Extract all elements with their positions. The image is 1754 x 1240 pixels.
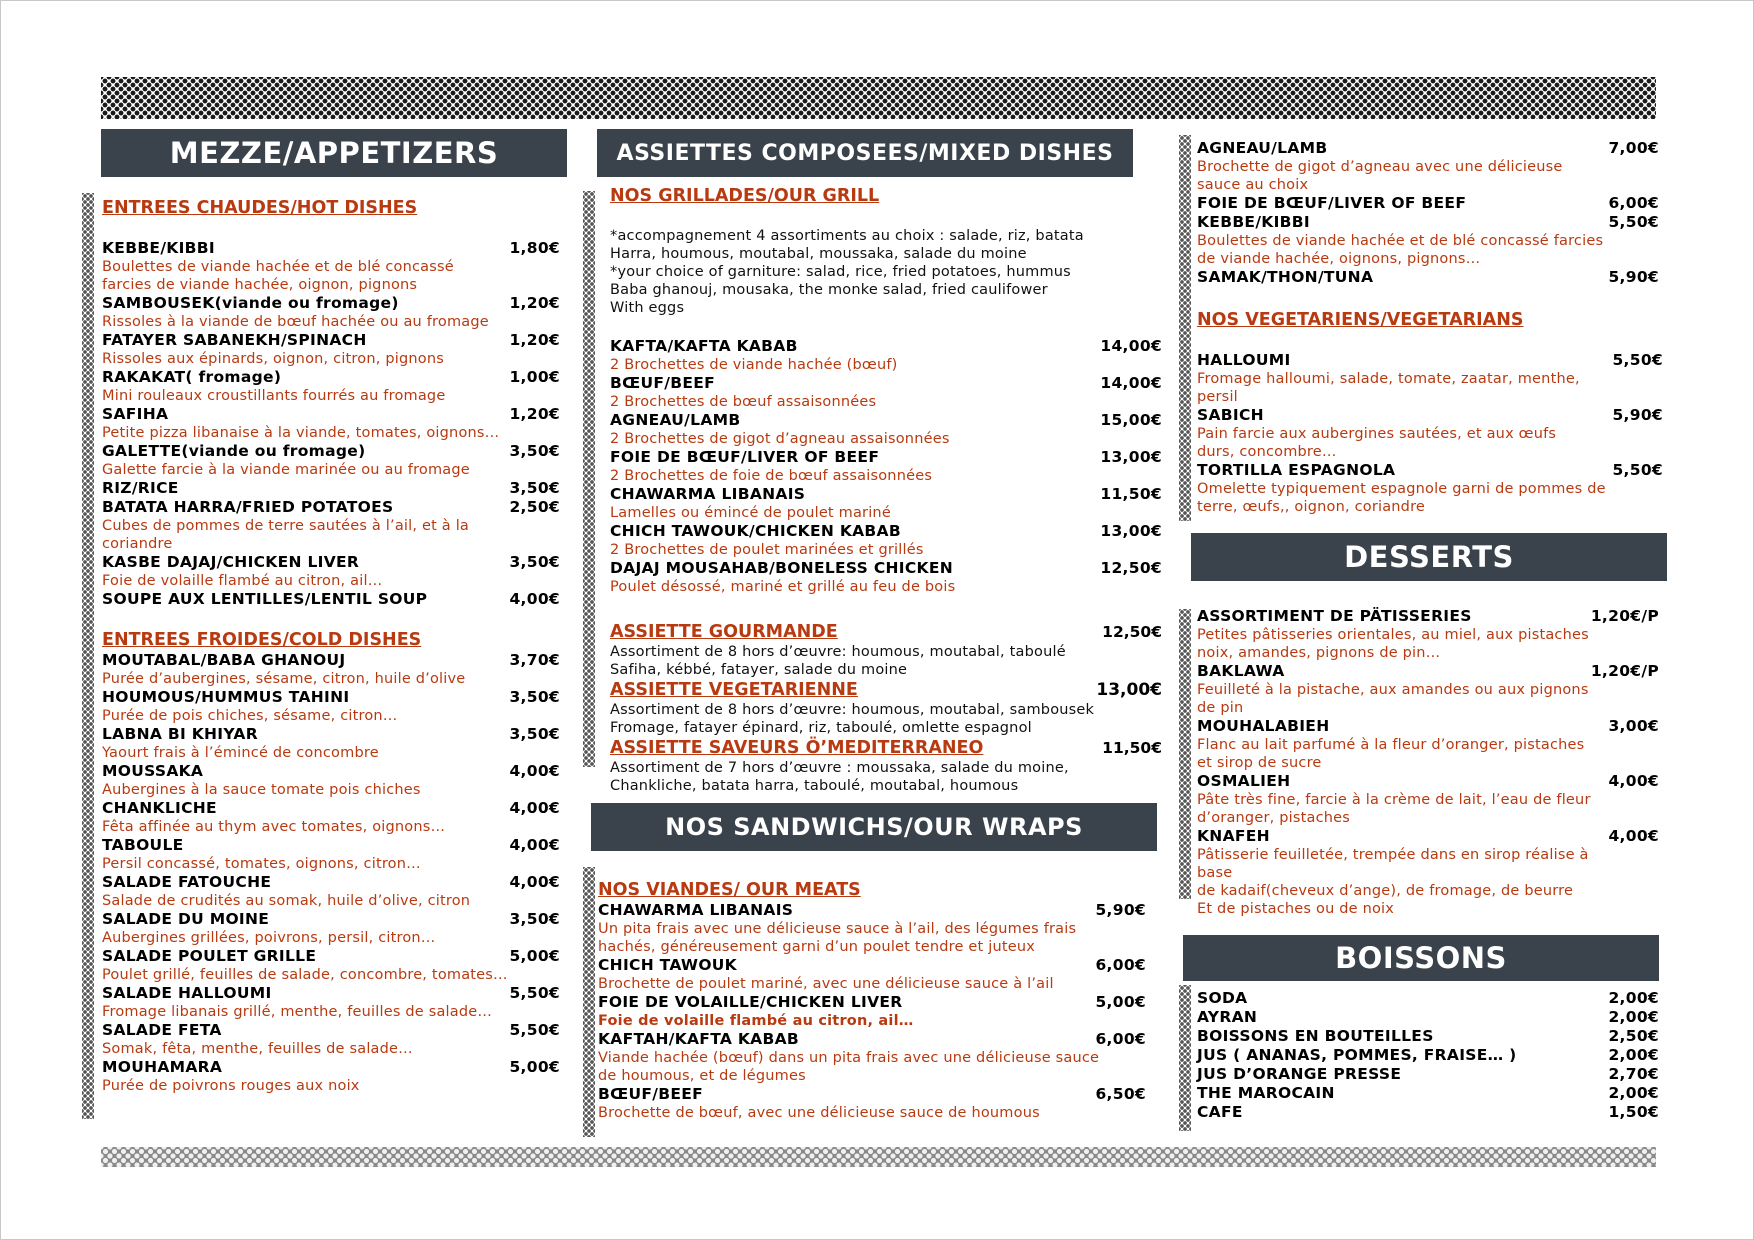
item-name: TABOULE bbox=[102, 836, 184, 854]
grill-note-line: With eggs bbox=[610, 300, 685, 316]
item-price: 1,20€ bbox=[509, 331, 560, 349]
item-description: 2 Brochettes de bœuf assaisonnées bbox=[610, 394, 877, 410]
item-price: 1,20€/P bbox=[1590, 607, 1659, 625]
item-description: Boulettes de viande hachée et de blé concassé bbox=[102, 259, 454, 275]
item-name: BŒUF/BEEF bbox=[598, 1085, 704, 1103]
menu-item-row bbox=[102, 984, 560, 1003]
item-price: 5,00€ bbox=[1095, 993, 1146, 1011]
item-price: 2,00€ bbox=[1608, 1008, 1659, 1026]
item-description: Purée d’aubergines, sésame, citron, huile d’olive bbox=[102, 671, 466, 687]
item-description: durs, concombre… bbox=[1197, 444, 1337, 460]
item-price: 5,90€ bbox=[1608, 268, 1659, 286]
dots-separator-left bbox=[82, 193, 94, 1119]
menu-item-row bbox=[610, 485, 1162, 504]
menu-item-row bbox=[102, 836, 560, 855]
column-mezze bbox=[102, 197, 560, 1095]
item-name: MOUTABAL/BABA GHANOUJ bbox=[102, 651, 346, 669]
item-description: Un pita frais avec une délicieuse sauce à l’ail, des légumes frais bbox=[598, 921, 1077, 937]
item-price: 1,50€ bbox=[1608, 1103, 1659, 1121]
item-description: Cubes de pommes de terre sautées à l’ail, et à la bbox=[102, 518, 470, 534]
column-vegetarians bbox=[1197, 309, 1663, 516]
banner-sandwichs: NOS SANDWICHS/OUR WRAPS bbox=[591, 803, 1157, 851]
menu-item-row bbox=[610, 374, 1162, 393]
item-price: 3,50€ bbox=[509, 910, 560, 928]
item-price: 4,00€ bbox=[1608, 827, 1659, 845]
item-description: Brochette de bœuf, avec une délicieuse sauce de houmous bbox=[598, 1105, 1040, 1121]
plate-row bbox=[610, 621, 1162, 643]
menu-item-row bbox=[102, 873, 560, 892]
item-description: Purée de pois chiches, sésame, citron… bbox=[102, 708, 398, 724]
plate-description: Chankliche, batata harra, taboulé, moutabal, houmous bbox=[610, 778, 1019, 794]
item-description: Petites pâtisseries orientales, au miel, aux pistaches bbox=[1197, 627, 1589, 643]
item-price: 5,50€ bbox=[509, 1021, 560, 1039]
item-name: THE MAROCAIN bbox=[1197, 1084, 1335, 1102]
item-name: BATATA HARRA/FRIED POTATOES bbox=[102, 498, 394, 516]
plate-name: ASSIETTE SAVEURS Ö’MEDITERRANEO bbox=[610, 738, 984, 758]
item-description: de houmous, et de légumes bbox=[598, 1068, 806, 1084]
item-name: SALADE FATOUCHE bbox=[102, 873, 272, 891]
item-name: SABICH bbox=[1197, 406, 1264, 424]
item-price: 3,50€ bbox=[509, 442, 560, 460]
decorative-band-bottom bbox=[101, 1147, 1656, 1167]
item-description: Yaourt frais à l’émincé de concombre bbox=[102, 745, 379, 761]
item-price: 2,00€ bbox=[1608, 1046, 1659, 1064]
item-price: 5,00€ bbox=[509, 1058, 560, 1076]
menu-item-row bbox=[1197, 1027, 1659, 1046]
item-description: noix, amandes, pignons de pin… bbox=[1197, 645, 1441, 661]
menu-item-row bbox=[610, 337, 1162, 356]
item-description: Fromage libanais grillé, menthe, feuilles de salade… bbox=[102, 1004, 493, 1020]
menu-item-row bbox=[102, 947, 560, 966]
item-description: Persil concassé, tomates, oignons, citron… bbox=[102, 856, 421, 872]
item-description: Fromage halloumi, salade, tomate, zaatar, menthe, bbox=[1197, 371, 1580, 387]
menu-item-row bbox=[1197, 1046, 1659, 1065]
item-description: 2 Brochettes de poulet marinées et grillés bbox=[610, 542, 924, 558]
section-title-meats: NOS VIANDES/ OUR MEATS bbox=[598, 880, 861, 900]
menu-item-row bbox=[102, 590, 560, 609]
dots-separator-right-3 bbox=[1179, 985, 1191, 1131]
item-name: BOISSONS EN BOUTEILLES bbox=[1197, 1027, 1434, 1045]
item-price: 4,00€ bbox=[509, 762, 560, 780]
item-price: 3,50€ bbox=[509, 553, 560, 571]
item-description: Flanc au lait parfumé à la fleur d’oranger, pistaches bbox=[1197, 737, 1585, 753]
item-price: 3,50€ bbox=[509, 688, 560, 706]
item-price: 5,50€ bbox=[509, 984, 560, 1002]
column-plates bbox=[610, 621, 1162, 795]
item-name: AYRAN bbox=[1197, 1008, 1258, 1026]
item-name: BAKLAWA bbox=[1197, 662, 1285, 680]
item-description: 2 Brochettes de foie de bœuf assaisonnées bbox=[610, 468, 933, 484]
item-name: CAFE bbox=[1197, 1103, 1243, 1121]
grill-note-line: Harra, houmous, moutabal, moussaka, salade du moine bbox=[610, 246, 1027, 262]
item-name: CHICH TAWOUK bbox=[598, 956, 737, 974]
menu-item-row bbox=[102, 651, 560, 670]
banner-assiettes: ASSIETTES COMPOSEES/MIXED DISHES bbox=[597, 129, 1133, 177]
item-description: Rissoles aux épinards, oignon, citron, pignons bbox=[102, 351, 444, 367]
dots-separator-right-1 bbox=[1179, 135, 1191, 521]
menu-item-row bbox=[610, 448, 1162, 467]
item-name: TORTILLA ESPAGNOLA bbox=[1197, 461, 1396, 479]
menu-item-row bbox=[1197, 1065, 1659, 1084]
item-description: Et de pistaches ou de noix bbox=[1197, 901, 1395, 917]
plate-description: Safiha, kébbé, fatayer, salade du moine bbox=[610, 662, 908, 678]
item-name: HOUMOUS/HUMMUS TAHINI bbox=[102, 688, 350, 706]
item-price: 2,50€ bbox=[1608, 1027, 1659, 1045]
item-description: de viande hachée, oignons, pignons… bbox=[1197, 251, 1481, 267]
plate-description: Fromage, fatayer épinard, riz, taboulé, omlette espagnol bbox=[610, 720, 1032, 736]
item-price: 5,50€ bbox=[1612, 351, 1663, 369]
item-price: 1,00€ bbox=[509, 368, 560, 386]
item-name: FATAYER SABANEKH/SPINACH bbox=[102, 331, 367, 349]
menu-item-row bbox=[1197, 351, 1663, 370]
menu-item-row bbox=[1197, 194, 1659, 213]
item-description: Salade de crudités au somak, huile d’olive, citron bbox=[102, 893, 471, 909]
item-description: Lamelles ou émincé de poulet mariné bbox=[610, 505, 891, 521]
item-description: 2 Brochettes de gigot d’agneau assaisonnées bbox=[610, 431, 950, 447]
plate-price: 12,50€ bbox=[1102, 623, 1162, 641]
plate-price: 11,50€ bbox=[1102, 739, 1162, 757]
menu-item-row bbox=[102, 405, 560, 424]
item-name: FOIE DE BŒUF/LIVER OF BEEF bbox=[1197, 194, 1467, 212]
menu-item-row bbox=[598, 901, 1146, 920]
menu-item-row bbox=[102, 799, 560, 818]
grill-note-line: *your choice of garniture: salad, rice, fried potatoes, hummus bbox=[610, 264, 1071, 280]
item-price: 12,50€ bbox=[1100, 559, 1162, 577]
item-description: de kadaif(cheveux d’ange), de fromage, de beurre bbox=[1197, 883, 1574, 899]
item-price: 5,90€ bbox=[1095, 901, 1146, 919]
menu-item-row bbox=[1197, 139, 1659, 158]
plate-description: Assortiment de 7 hors d’œuvre : moussaka, salade du moine, bbox=[610, 760, 1069, 776]
item-name: MOUSSAKA bbox=[102, 762, 204, 780]
item-price: 5,90€ bbox=[1612, 406, 1663, 424]
plate-description: Assortiment de 8 hors d’œuvre: houmous, moutabal, taboulé bbox=[610, 644, 1066, 660]
plate-name: ASSIETTE VEGETARIENNE bbox=[610, 680, 858, 700]
item-description: 2 Brochettes de viande hachée (bœuf) bbox=[610, 357, 898, 373]
item-description: Foie de volaille flambé au citron, ail… bbox=[102, 573, 383, 589]
item-name: JUS D’ORANGE PRESSE bbox=[1197, 1065, 1402, 1083]
item-name: DAJAJ MOUSAHAB/BONELESS CHICKEN bbox=[610, 559, 953, 577]
menu-item-row bbox=[598, 956, 1146, 975]
item-name: CHICH TAWOUK/CHICKEN KABAB bbox=[610, 522, 901, 540]
item-price: 2,00€ bbox=[1608, 1084, 1659, 1102]
menu-item-row bbox=[1197, 406, 1663, 425]
item-name: MOUHAMARA bbox=[102, 1058, 223, 1076]
menu-item-row bbox=[102, 725, 560, 744]
banner-mezze: MEZZE/APPETIZERS bbox=[101, 129, 567, 177]
item-price: 6,00€ bbox=[1095, 956, 1146, 974]
item-description: de pin bbox=[1197, 700, 1244, 716]
item-name: CHANKLICHE bbox=[102, 799, 217, 817]
item-name: RAKAKAT( fromage) bbox=[102, 368, 282, 386]
menu-item-row bbox=[610, 411, 1162, 430]
item-name: FOIE DE VOLAILLE/CHICKEN LIVER bbox=[598, 993, 903, 1011]
item-description: Purée de poivrons rouges aux noix bbox=[102, 1078, 360, 1094]
section-title-vegetarians: NOS VEGETARIENS/VEGETARIANS bbox=[1197, 310, 1524, 330]
plate-description: Assortiment de 8 hors d’œuvre: houmous, moutabal, sambousek bbox=[610, 702, 1095, 718]
item-price: 3,70€ bbox=[509, 651, 560, 669]
item-price: 1,80€ bbox=[509, 239, 560, 257]
item-description: Poulet désossé, mariné et grillé au feu de bois bbox=[610, 579, 956, 595]
item-name: JUS ( ANANAS, POMMES, FRAISE… ) bbox=[1197, 1046, 1517, 1064]
menu-item-row bbox=[610, 559, 1162, 578]
item-price: 14,00€ bbox=[1100, 337, 1162, 355]
item-price: 4,00€ bbox=[509, 836, 560, 854]
item-price: 4,00€ bbox=[509, 590, 560, 608]
menu-item-row bbox=[1197, 461, 1663, 480]
item-description: Boulettes de viande hachée et de blé concassé farcies bbox=[1197, 233, 1604, 249]
item-name: HALLOUMI bbox=[1197, 351, 1291, 369]
menu-item-row bbox=[102, 688, 560, 707]
item-description: Aubergines à la sauce tomate pois chiches bbox=[102, 782, 421, 798]
menu-item-row bbox=[1197, 1103, 1659, 1122]
item-price: 3,50€ bbox=[509, 479, 560, 497]
dots-separator-mid-2 bbox=[583, 867, 595, 1137]
dots-separator-mid-1 bbox=[583, 191, 595, 767]
menu-item-row bbox=[1197, 1008, 1659, 1027]
item-description: Foie de volaille flambé au citron, ail… bbox=[598, 1013, 914, 1029]
item-name: GALETTE(viande ou fromage) bbox=[102, 442, 366, 460]
item-description: base bbox=[1197, 865, 1233, 881]
item-name: MOUHALABIEH bbox=[1197, 717, 1330, 735]
item-description: Brochette de poulet mariné, avec une délicieuse sauce à l’ail bbox=[598, 976, 1054, 992]
item-name: KAFTA/KAFTA KABAB bbox=[610, 337, 798, 355]
banner-desserts: DESSERTS bbox=[1191, 533, 1667, 581]
item-description: Rissoles à la viande de bœuf hachée ou au fromage bbox=[102, 314, 489, 330]
item-name: OSMALIEH bbox=[1197, 772, 1291, 790]
menu-item-row bbox=[1197, 827, 1659, 846]
menu-item-row bbox=[102, 368, 560, 387]
item-price: 5,00€ bbox=[509, 947, 560, 965]
item-description: et sirop de sucre bbox=[1197, 755, 1322, 771]
plate-row bbox=[610, 679, 1162, 701]
item-name: SAFIHA bbox=[102, 405, 169, 423]
menu-item-row bbox=[1197, 1084, 1659, 1103]
menu-item-row bbox=[1197, 772, 1659, 791]
decorative-band-top bbox=[101, 77, 1656, 119]
item-price: 2,70€ bbox=[1608, 1065, 1659, 1083]
menu-item-row bbox=[102, 762, 560, 781]
item-price: 5,50€ bbox=[1612, 461, 1663, 479]
column-meats bbox=[598, 879, 1146, 1122]
item-description: Galette farcie à la viande marinée ou au fromage bbox=[102, 462, 470, 478]
item-price: 3,00€ bbox=[1608, 717, 1659, 735]
column-drinks bbox=[1197, 989, 1659, 1122]
menu-item-row bbox=[102, 1021, 560, 1040]
menu-item-row bbox=[102, 294, 560, 313]
menu-item-row bbox=[102, 479, 560, 498]
item-description: hachés, généreusement garni d’un poulet tendre et juteux bbox=[598, 939, 1036, 955]
section-title-cold: ENTREES FROIDES/COLD DISHES bbox=[102, 630, 422, 650]
item-price: 15,00€ bbox=[1100, 411, 1162, 429]
menu-item-row bbox=[598, 1085, 1146, 1104]
dots-separator-right-2 bbox=[1179, 609, 1191, 899]
item-name: FOIE DE BŒUF/LIVER OF BEEF bbox=[610, 448, 880, 466]
menu-item-row bbox=[102, 498, 560, 517]
item-description: Mini rouleaux croustillants fourrés au fromage bbox=[102, 388, 446, 404]
item-price: 6,50€ bbox=[1095, 1085, 1146, 1103]
item-description: Pâtisserie feuilletée, trempée dans en sirop réalise à bbox=[1197, 847, 1589, 863]
grill-note-line: *accompagnement 4 assortiments au choix : salade, riz, batata bbox=[610, 228, 1084, 244]
item-price: 1,20€ bbox=[509, 405, 560, 423]
item-price: 11,50€ bbox=[1100, 485, 1162, 503]
item-price: 4,00€ bbox=[1608, 772, 1659, 790]
item-name: LABNA BI KHIYAR bbox=[102, 725, 258, 743]
item-description: d’oranger, pistaches bbox=[1197, 810, 1351, 826]
item-description: Feuilleté à la pistache, aux amandes ou aux pignons bbox=[1197, 682, 1589, 698]
item-name: KNAFEH bbox=[1197, 827, 1270, 845]
banner-boissons: BOISSONS bbox=[1183, 935, 1659, 981]
item-name: SAMAK/THON/TUNA bbox=[1197, 268, 1374, 286]
item-price: 5,50€ bbox=[1608, 213, 1659, 231]
item-price: 7,00€ bbox=[1608, 139, 1659, 157]
item-price: 14,00€ bbox=[1100, 374, 1162, 392]
item-description: coriandre bbox=[102, 536, 173, 552]
menu-item-row bbox=[102, 239, 560, 258]
menu-item-row bbox=[1197, 213, 1659, 232]
item-description: terre, œufs,, oignon, coriandre bbox=[1197, 499, 1426, 515]
item-description: Fêta affinée au thym avec tomates, oignons… bbox=[102, 819, 446, 835]
menu-item-row bbox=[1197, 989, 1659, 1008]
item-price: 1,20€ bbox=[509, 294, 560, 312]
item-description: Pâte très fine, farcie à la crème de lait, l’eau de fleur bbox=[1197, 792, 1591, 808]
menu-item-row bbox=[102, 910, 560, 929]
plate-row bbox=[610, 737, 1162, 759]
item-name: SALADE DU MOINE bbox=[102, 910, 270, 928]
item-price: 4,00€ bbox=[509, 873, 560, 891]
item-description: Omelette typiquement espagnole garni de pommes de bbox=[1197, 481, 1606, 497]
item-name: SALADE POULET GRILLE bbox=[102, 947, 317, 965]
item-name: SALADE HALLOUMI bbox=[102, 984, 272, 1002]
item-name: AGNEAU/LAMB bbox=[1197, 139, 1328, 157]
section-title-grill: NOS GRILLADES/OUR GRILL bbox=[610, 186, 880, 206]
item-description: Brochette de gigot d’agneau avec une délicieuse bbox=[1197, 159, 1563, 175]
item-name: SOUPE AUX LENTILLES/LENTIL SOUP bbox=[102, 590, 428, 608]
item-description: Viande hachée (bœuf) dans un pita frais avec une délicieuse sauce bbox=[598, 1050, 1100, 1066]
column-desserts bbox=[1197, 607, 1659, 918]
item-name: KEBBE/KIBBI bbox=[1197, 213, 1310, 231]
item-price: 2,00€ bbox=[1608, 989, 1659, 1007]
item-name: SODA bbox=[1197, 989, 1248, 1007]
item-name: SAMBOUSEK(viande ou fromage) bbox=[102, 294, 399, 312]
menu-item-row bbox=[598, 993, 1146, 1012]
menu-item-row bbox=[1197, 607, 1659, 626]
item-price: 13,00€ bbox=[1100, 448, 1162, 466]
item-price: 6,00€ bbox=[1608, 194, 1659, 212]
column-grill bbox=[610, 185, 1162, 596]
item-price: 4,00€ bbox=[509, 799, 560, 817]
item-name: KAFTAH/KAFTA KABAB bbox=[598, 1030, 799, 1048]
menu-item-row bbox=[102, 1058, 560, 1077]
menu-item-row bbox=[1197, 268, 1659, 287]
column-wraps-top bbox=[1197, 139, 1659, 287]
item-description: Somak, fêta, menthe, feuilles de salade… bbox=[102, 1041, 413, 1057]
item-name: CHAWARMA LIBANAIS bbox=[598, 901, 794, 919]
item-name: KASBE DAJAJ/CHICKEN LIVER bbox=[102, 553, 360, 571]
item-name: AGNEAU/LAMB bbox=[610, 411, 741, 429]
menu-item-row bbox=[1197, 717, 1659, 736]
section-title-hot: ENTREES CHAUDES/HOT DISHES bbox=[102, 198, 418, 218]
item-name: CHAWARMA LIBANAIS bbox=[610, 485, 806, 503]
menu-item-row bbox=[598, 1030, 1146, 1049]
item-description: sauce au choix bbox=[1197, 177, 1309, 193]
item-price: 2,50€ bbox=[509, 498, 560, 516]
plate-price: 13,00€ bbox=[1096, 680, 1162, 700]
item-description: farcies de viande hachée, oignon, pignons bbox=[102, 277, 418, 293]
plate-name: ASSIETTE GOURMANDE bbox=[610, 622, 838, 642]
item-name: RIZ/RICE bbox=[102, 479, 179, 497]
menu-item-row bbox=[102, 331, 560, 350]
item-name: BŒUF/BEEF bbox=[610, 374, 716, 392]
item-price: 3,50€ bbox=[509, 725, 560, 743]
item-price: 13,00€ bbox=[1100, 522, 1162, 540]
menu-item-row bbox=[102, 442, 560, 461]
menu-item-row bbox=[610, 522, 1162, 541]
item-description: persil bbox=[1197, 389, 1238, 405]
item-description: Petite pizza libanaise à la viande, tomates, oignons… bbox=[102, 425, 500, 441]
item-description: Poulet grillé, feuilles de salade, concombre, tomates… bbox=[102, 967, 508, 983]
menu-item-row bbox=[102, 553, 560, 572]
item-price: 1,20€/P bbox=[1590, 662, 1659, 680]
item-name: ASSORTIMENT DE PÄTISSERIES bbox=[1197, 607, 1472, 625]
item-name: SALADE FETA bbox=[102, 1021, 222, 1039]
grill-note-line: Baba ghanouj, mousaka, the monke salad, fried caulifower bbox=[610, 282, 1048, 298]
item-name: KEBBE/KIBBI bbox=[102, 239, 215, 257]
item-price: 6,00€ bbox=[1095, 1030, 1146, 1048]
menu-item-row bbox=[1197, 662, 1659, 681]
item-description: Aubergines grillées, poivrons, persil, citron… bbox=[102, 930, 436, 946]
item-description: Pain farcie aux aubergines sautées, et aux œufs bbox=[1197, 426, 1557, 442]
